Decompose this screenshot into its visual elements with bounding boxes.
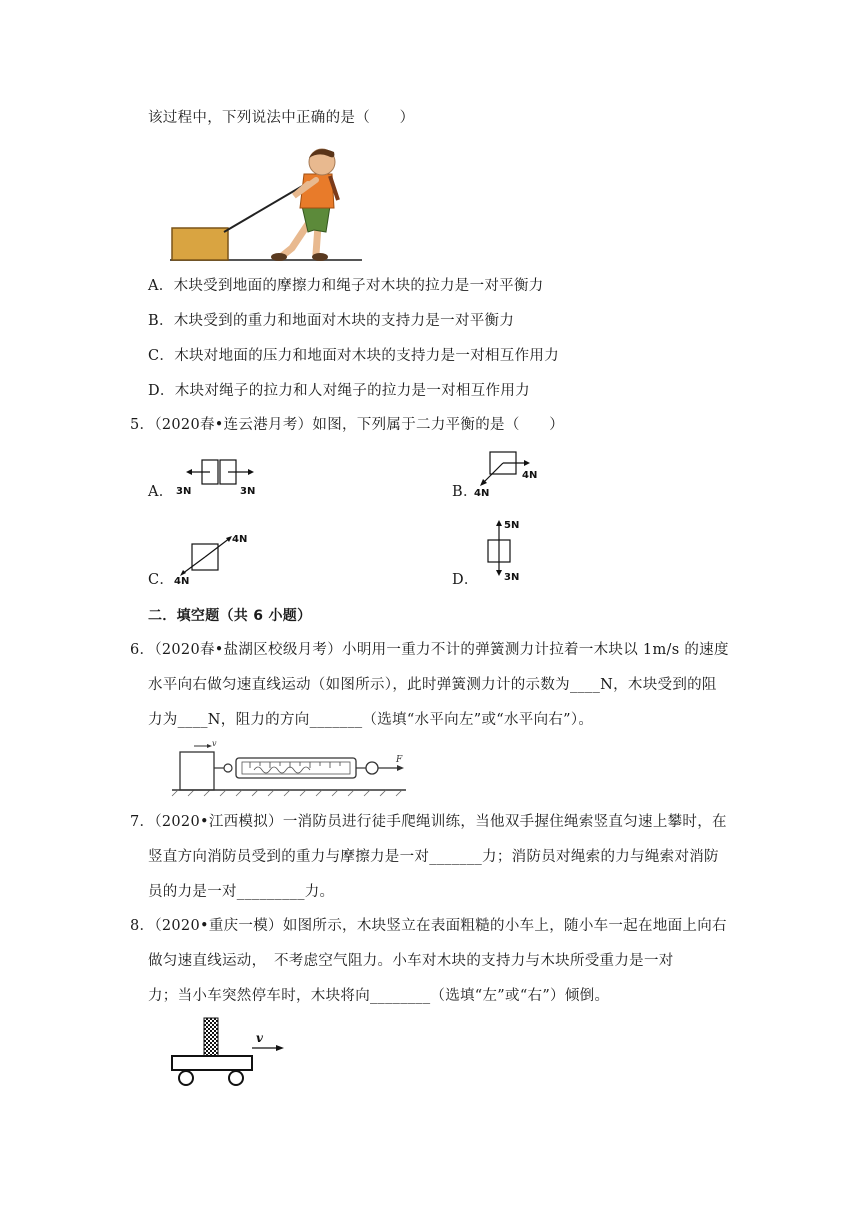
q5-figure-b [470,448,550,498]
q6-line-3: 力为____N，阻力的方向_______（选填“水平向左”或“水平向右”）。 [148,712,594,728]
q8-line-2: 做匀速直线运动， 不考虑空气阻力。小车对木块的支持力与木块所受重力是一对 [148,953,674,969]
q5-a-force2: 3N [240,486,256,496]
upright-block [204,1018,218,1056]
q5-option-c-letter: C． [148,572,175,588]
q6-fig-f-label: F [396,755,403,765]
q4-stem-tail: 该过程中，下列说法中正确的是（ ） [148,110,415,126]
q5-a-force1: 3N [176,486,192,496]
q4-figure-boy-pulling-block [166,144,366,266]
q4-option-a: A．木块受到地面的摩擦力和绳子对木块的拉力是一对平衡力 [148,278,544,294]
q5-b-force2: 4N [522,470,538,481]
wooden-block [172,228,228,260]
q5-figure-a [172,456,268,496]
q7-line-2: 竖直方向消防员受到的重力与摩擦力是一对_______力；消防员对绳索的力与绳索对消防 [148,849,719,865]
section-2-title: 二．填空题（共 6 小题） [148,608,312,624]
q8-fig-v-label: v [256,1031,263,1045]
q8-line-3: 力；当小车突然停车时，木块将向________（选填“左”或“右”）倾倒。 [148,988,610,1004]
q5-figure-d [480,516,540,586]
q5-d-force1: 5N [504,520,520,531]
q4-option-b: B．木块受到的重力和地面对木块的支持力是一对平衡力 [148,313,515,329]
q7-line-1: 7．（2020•江西模拟）一消防员进行徒手爬绳训练，当他双手握住绳索竖直匀速上攀时，在 [130,814,727,830]
q4-option-d: D．木块对绳子的拉力和人对绳子的拉力是一对相互作用力 [148,383,530,399]
q6-line-1: 6．（2020春•盐湖区校级月考）小明用一重力不计的弹簧测力计拉着一木块以 1m/s 的速度 [130,642,729,658]
q6-line-2: 水平向右做匀速直线运动（如图所示），此时弹簧测力计的示数为____N，木块受到的阻 [148,677,717,693]
q5-figure-c [168,530,258,586]
q5-option-d-letter: D． [452,572,479,588]
q4-option-c: C．木块对地面的压力和地面对木块的支持力是一对相互作用力 [148,348,559,364]
q7-line-3: 员的力是一对_________力。 [148,884,335,900]
q5-b-force1: 4N [474,488,490,498]
q5-stem: 5．（2020春•连云港月考）如图，下列属于二力平衡的是（ ） [130,417,565,433]
q5-option-a-letter: A． [148,484,174,500]
q5-option-b-letter: B． [452,484,478,500]
q5-c-force1: 4N [232,534,248,545]
cart-body [172,1056,252,1070]
q5-d-force2: 3N [504,572,520,583]
q8-figure-cart-block [166,1014,296,1094]
q6-fig-v-label: v [212,739,217,748]
q8-line-1: 8．（2020•重庆一模）如图所示，木块竖立在表面粗糙的小车上，随小车一起在地面上向右 [130,918,727,934]
q5-c-force2: 4N [174,576,190,586]
q6-figure-spring-scale [170,738,410,800]
